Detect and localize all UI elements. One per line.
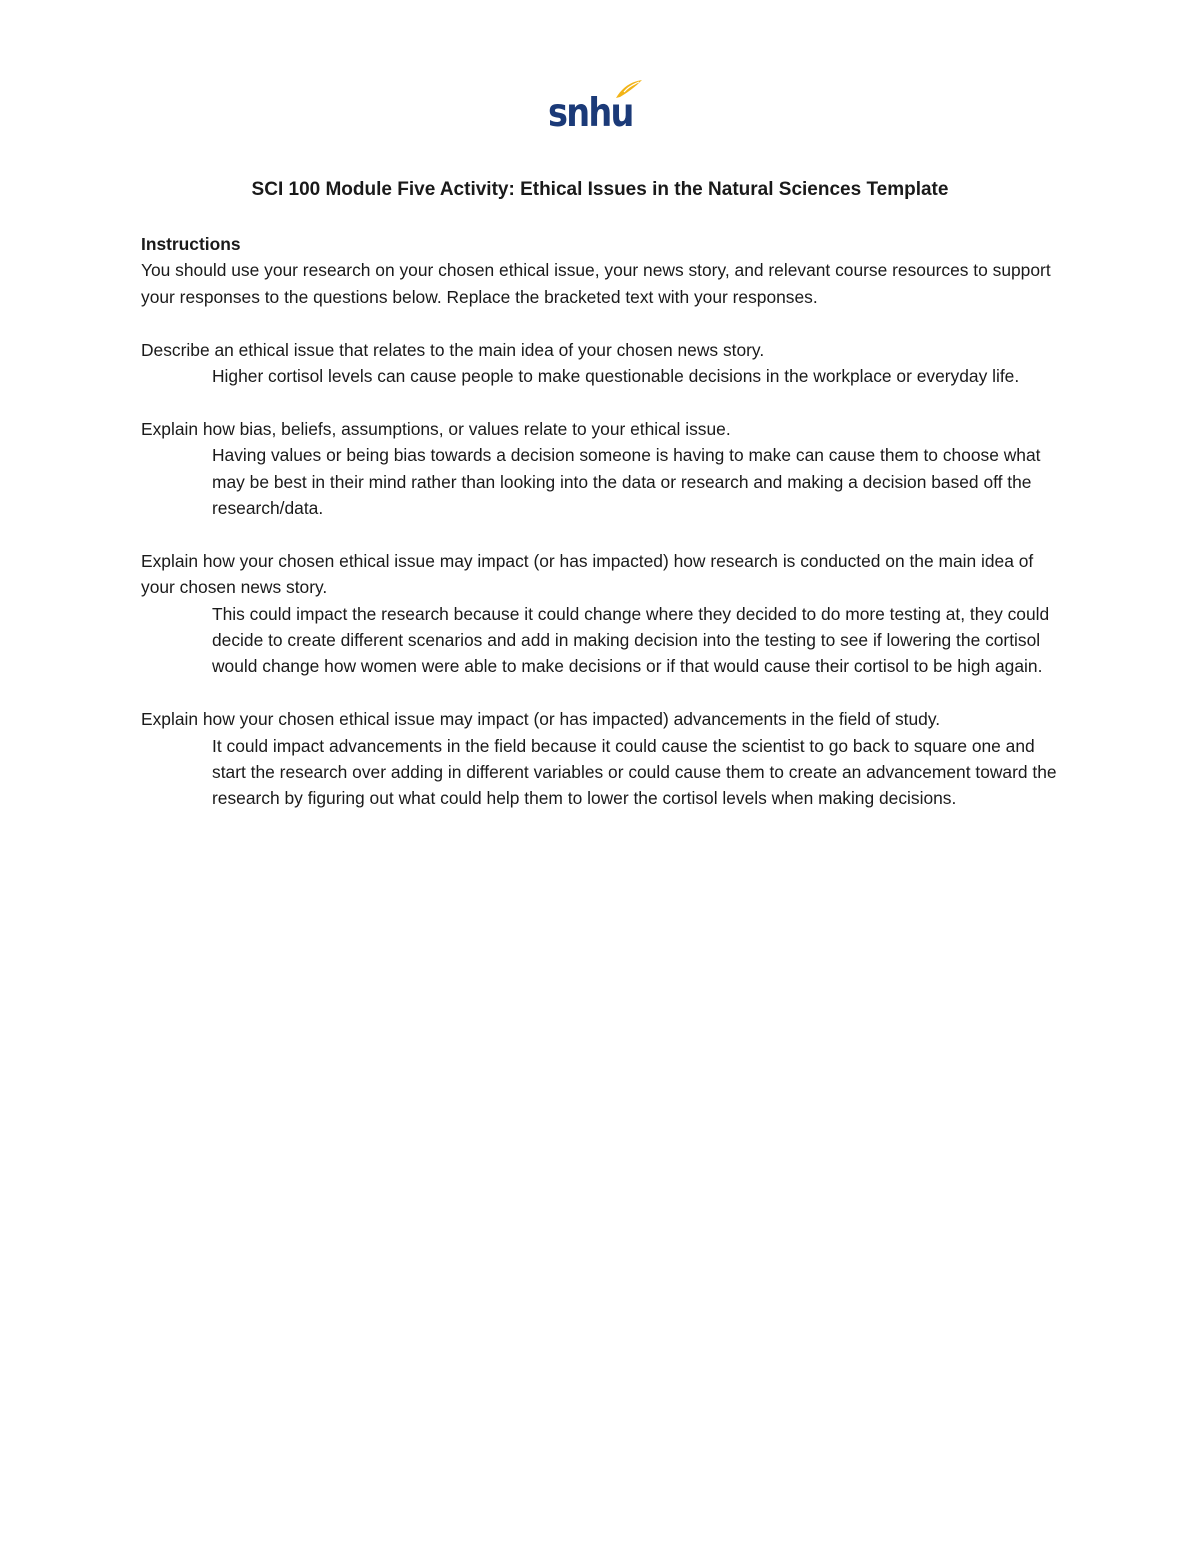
instructions-text: You should use your research on your chosen ethical issue, your news story, and relevant course resources to support your responses to the questions below. Replace the bracketed text with your responses. (141, 260, 1051, 307)
question-prompt: Explain how your chosen ethical issue may impact (or has impacted) how research is conducted on the main idea of your chosen news story. (141, 550, 1034, 598)
question-prompt: Explain how your chosen ethical issue may impact (or has impacted) advancements in the field of study. (141, 709, 941, 730)
answer-text[interactable]: Higher cortisol levels can cause people to make questionable decisions in the workplace or everyday life. (212, 366, 1020, 387)
logo-wordmark: snhu (548, 91, 633, 136)
document-body (141, 231, 1061, 812)
snhu-logo (548, 74, 648, 142)
question-block (141, 416, 1061, 522)
document-title: SCI 100 Module Five Activity: Ethical Issues in the Natural Sciences Template (251, 179, 949, 200)
answer-text[interactable]: This could impact the research because it could change where they decided to do more testing at, they could decide to create different scenarios and add in making decision into the testing to see if lowering the cortisol would change how women were able to make decisions or if that would cause their cortisol to be high again. (212, 603, 1050, 677)
question-block (141, 548, 1061, 680)
answer-text[interactable]: It could impact advancements in the field because it could cause the scientist to go back to square one and start the research over adding in different variables or could cause them to create an advancement toward the research by figuring out what could help them to lower the cortisol levels when making decisions. (212, 735, 1057, 809)
answer-text[interactable]: Having values or being bias towards a decision someone is having to make can cause them to choose what may be best in their mind rather than looking into the data or research and making a decision based off the research/data. (212, 445, 1041, 519)
question-prompt: Explain how bias, beliefs, assumptions, or values relate to your ethical issue. (141, 418, 731, 439)
question-block (141, 706, 1061, 812)
question-prompt: Describe an ethical issue that relates to the main idea of your chosen news story. (141, 339, 765, 360)
question-block (141, 337, 1061, 390)
instructions-heading: Instructions (141, 234, 241, 254)
